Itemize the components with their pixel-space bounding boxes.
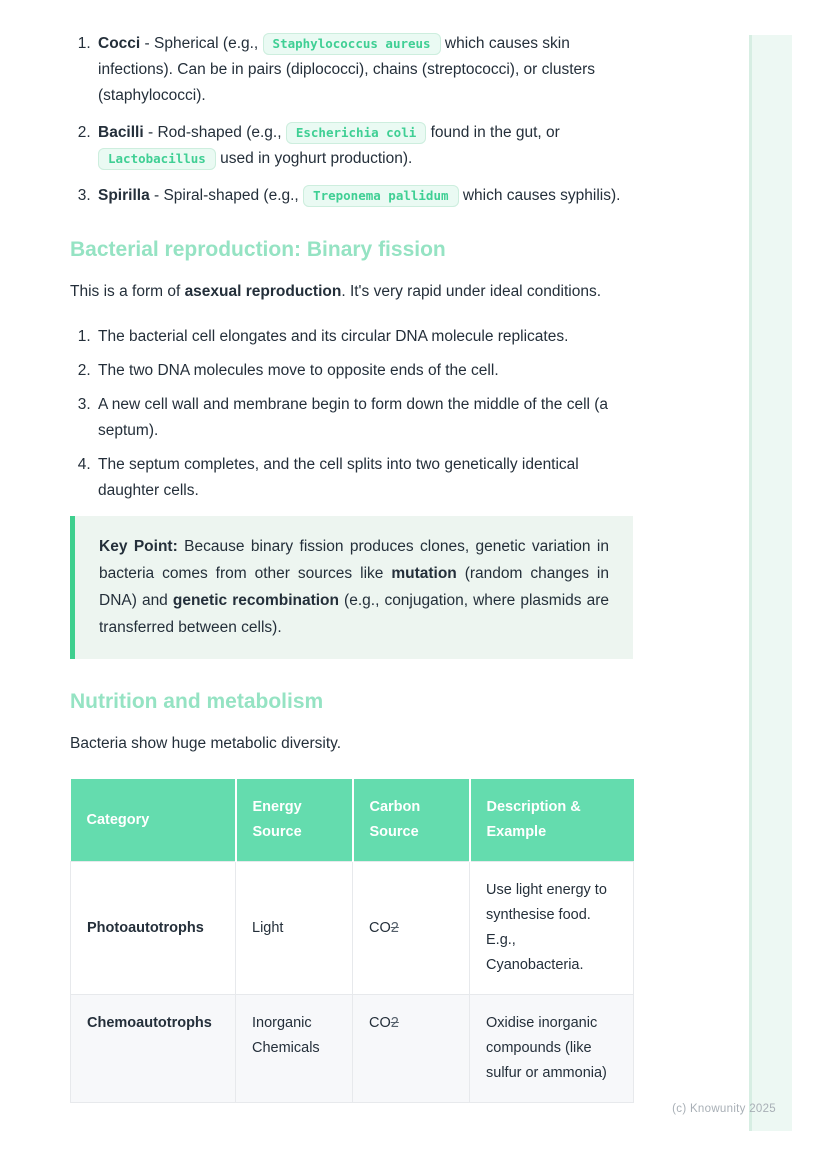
- intro-text-pre: This is a form of: [70, 283, 185, 300]
- heading-nutrition-metabolism: Nutrition and metabolism: [70, 690, 324, 713]
- bacilli-text-mid: found in the gut, or: [426, 124, 560, 141]
- intro-bold-asexual-reproduction: asexual reproduction: [184, 283, 342, 300]
- binary-fission-steps-list: [70, 324, 633, 504]
- column-header-description-example: Description & Example: [470, 779, 634, 862]
- page-edge-stripe: [749, 35, 792, 1131]
- heading-binary-fission: Bacterial reproduction: Binary fission: [70, 238, 446, 261]
- table-row-photoautotrophs: [71, 862, 634, 995]
- key-point-bold-mutation: mutation: [391, 565, 457, 582]
- cocci-text-pre: - Spherical (e.g.,: [140, 35, 263, 52]
- nutrition-table: [70, 779, 634, 1103]
- cell-category-photoautotrophs: Photoautotrophs: [71, 862, 236, 995]
- carbon-base: CO: [369, 1015, 391, 1031]
- key-point-label: Key Point:: [99, 538, 178, 555]
- list-item-cocci: [95, 31, 633, 109]
- intro-text-post: . It's very rapid under ideal conditions.: [341, 283, 602, 300]
- table-row-chemoautotrophs: [71, 995, 634, 1103]
- bacilli-text-pre: - Rod-shaped (e.g.,: [143, 124, 286, 141]
- cell-category-chemoautotrophs: Chemoautotrophs: [71, 995, 236, 1103]
- column-header-category: Category: [71, 779, 236, 862]
- cell-description-chemoautotrophs: Oxidise inorganic compounds (like sulfur or ammonia): [470, 995, 634, 1103]
- step-1: 1. The bacterial cell elongates and its circular DNA molecule replicates.: [95, 324, 633, 350]
- document-content: [70, 0, 633, 1103]
- cell-carbon-photoautotrophs: [353, 862, 470, 995]
- code-pill-treponema-pallidum: Treponema pallidum: [303, 185, 458, 207]
- key-point-text-3: (e.g., conjugation, where plasmids are transferred between cells).: [99, 592, 609, 636]
- column-header-energy-source: Energy Source: [236, 779, 353, 862]
- binary-fission-intro: [70, 279, 633, 305]
- term-bacilli: Bacilli: [98, 124, 144, 141]
- carbon-subscript: 2: [390, 1015, 399, 1031]
- term-spirilla: Spirilla: [98, 187, 150, 204]
- carbon-subscript: 2: [390, 919, 399, 936]
- bacilli-text-post: used in yoghurt production).: [215, 150, 413, 167]
- column-header-carbon-source: Carbon Source: [353, 779, 470, 862]
- spirilla-text-post: which causes syphilis).: [458, 187, 621, 204]
- code-pill-escherichia-coli: Escherichia coli: [286, 122, 426, 144]
- step-3: 3. A new cell wall and membrane begin to form down the middle of the cell (a septum).: [95, 392, 633, 444]
- cell-description-photoautotrophs: Use light energy to synthesise food. E.g., Cyanobacteria.: [470, 862, 634, 995]
- spirilla-text-pre: - Spiral-shaped (e.g.,: [149, 187, 304, 204]
- code-pill-staphylococcus-aureus: Staphylococcus aureus: [263, 33, 441, 55]
- key-point-text-2: (random changes in DNA) and: [99, 565, 609, 609]
- watermark: (c) Knowunity 2025: [672, 1103, 776, 1115]
- bacteria-shape-list: [70, 31, 633, 209]
- list-item-bacilli: [95, 120, 633, 172]
- code-pill-lactobacillus: Lactobacillus: [98, 148, 216, 170]
- key-point-text-1: Because binary fission produces clones, genetic variation in bacteria comes from other sources like: [99, 538, 609, 582]
- step-4: 4. The septum completes, and the cell splits into two genetically identical daughter cells.: [95, 452, 633, 504]
- term-cocci: Cocci: [98, 35, 141, 52]
- key-point-callout: [70, 516, 633, 659]
- cocci-text-post: which causes skin infections). Can be in pairs (diplococci), chains (streptococci), or clusters (staphylococci).: [98, 35, 596, 104]
- cell-energy-chemoautotrophs: Inorganic Chemicals: [236, 995, 353, 1103]
- list-item-spirilla: [95, 183, 633, 209]
- carbon-base: CO: [369, 919, 391, 936]
- key-point-bold-genetic-recombination: genetic recombination: [172, 592, 339, 609]
- nutrition-intro: Bacteria show huge metabolic diversity.: [70, 735, 342, 752]
- step-2: 2. The two DNA molecules move to opposite ends of the cell.: [95, 358, 633, 384]
- cell-carbon-chemoautotrophs: [353, 995, 470, 1103]
- nutrition-table-header: [71, 779, 634, 862]
- cell-energy-photoautotrophs: Light: [236, 862, 353, 995]
